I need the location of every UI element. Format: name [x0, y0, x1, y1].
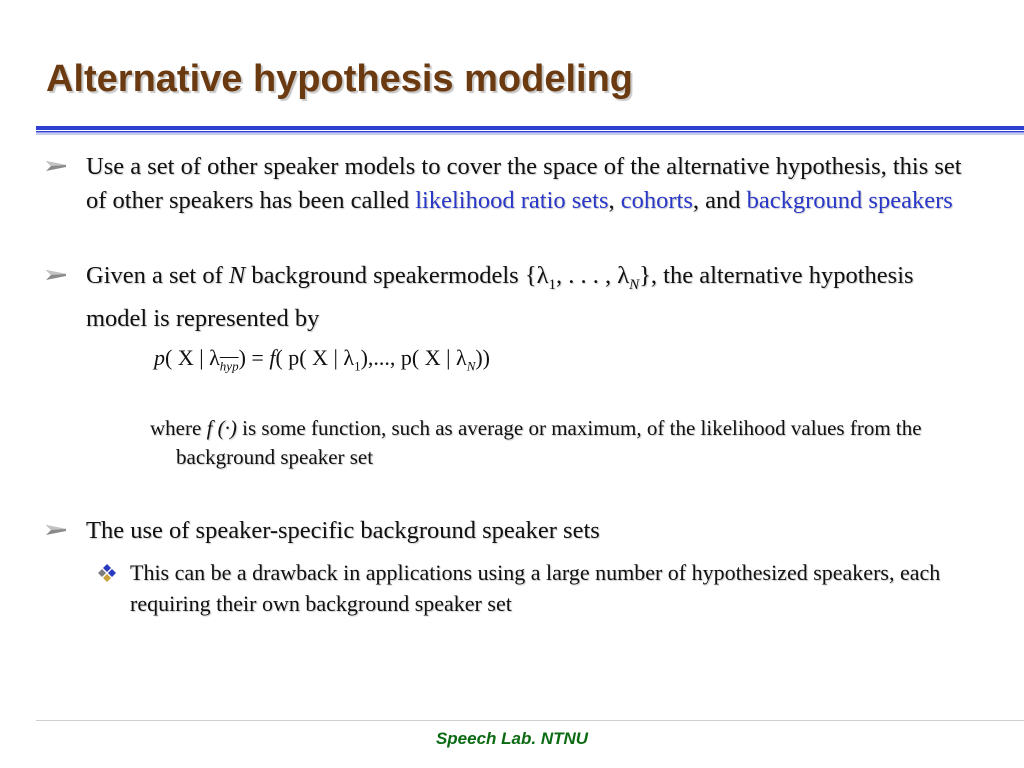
title-divider: [36, 126, 1024, 135]
where-function: f (·): [206, 416, 237, 440]
where-pre: where: [150, 416, 207, 440]
formula-sub-1: 1: [354, 358, 361, 374]
arrow-pointer-icon: [46, 159, 68, 173]
bullet-speaker-specific-sets: [86, 514, 966, 548]
bullet-text: , . . . ,: [556, 262, 618, 289]
formula-mid2: ),..., p( X | λ: [360, 345, 467, 370]
bullet-text: background speakermodels {: [245, 262, 537, 289]
bullet-text: The use of speaker-specific background speaker sets: [86, 517, 600, 544]
slide-title: Alternative hypothesis modeling: [46, 58, 633, 100]
footer-label: Speech Lab. NTNU: [435, 729, 589, 748]
separator: ,: [608, 187, 621, 214]
where-clause: [150, 414, 996, 472]
subscript-1: 1: [548, 276, 556, 293]
bullet-text: Use a set of other speaker models to cover the space of the alternative hypothesis, this set of other speakers has been called: [86, 153, 962, 214]
bullet-text: Given a set of: [86, 262, 229, 289]
where-post: is some function, such as average or maximum, of the likelihood values from the background speaker set: [176, 416, 922, 469]
formula-f: f: [269, 345, 276, 370]
arrow-pointer-icon: [46, 523, 68, 537]
lambda-symbol: λ: [536, 262, 549, 289]
hypothesis-formula: [154, 345, 490, 374]
diamond-cluster-icon: [98, 564, 116, 582]
formula-equals: ) =: [238, 345, 270, 370]
bullet-text: }, the alternative hypothesis model is represented by: [86, 262, 914, 332]
subscript-n: N: [629, 276, 640, 293]
formula-p: p: [154, 345, 165, 370]
sub-bullet-drawback: [130, 557, 990, 619]
term-background-speakers: background speakers: [746, 187, 953, 214]
formula-end: )): [475, 345, 491, 370]
formula-mid: ( p( X | λ: [275, 345, 355, 370]
footer-divider: [36, 720, 1024, 721]
formula-sub-n: N: [466, 358, 476, 374]
sub-bullet-text: This can be a drawback in applications using a large number of hypothesized speakers, each requiring their own background speaker set: [130, 560, 941, 616]
lambda-symbol: λ: [617, 262, 630, 289]
bullet-alternative-models: [86, 150, 966, 218]
term-likelihood-ratio-sets: likelihood ratio sets: [415, 187, 609, 214]
bullet-background-models: [86, 259, 966, 336]
separator: , and: [692, 187, 747, 214]
formula-lhs: ( X | λ: [165, 345, 220, 370]
variable-n: N: [228, 262, 246, 289]
term-cohorts: cohorts: [620, 187, 693, 214]
formula-sub-hyp: hyp: [219, 358, 239, 374]
arrow-pointer-icon: [46, 268, 68, 282]
